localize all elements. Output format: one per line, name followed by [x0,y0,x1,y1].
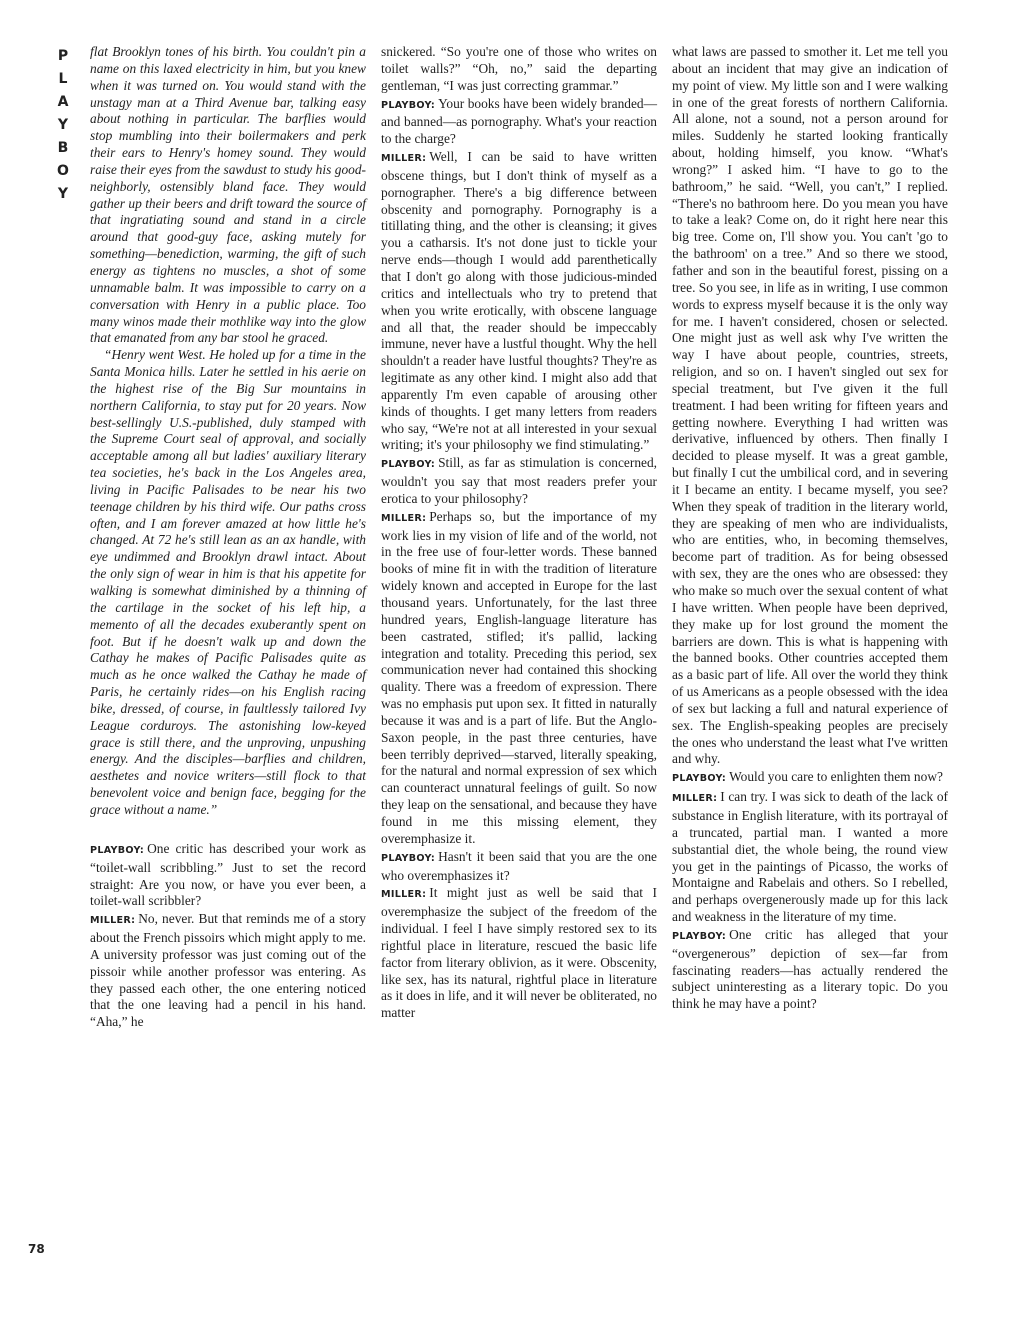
interview-paragraph [381,455,657,508]
column-2 [381,44,657,1023]
intro-text [90,44,366,819]
speaker-label: PLAYBOY: [381,459,436,471]
interview-qa [90,841,366,1031]
speaker-label: PLAYBOY: [672,930,727,942]
column-3 [672,44,948,1014]
interview-paragraph [381,509,657,848]
interview-paragraph [381,149,657,454]
speaker-label: MILLER: [90,915,136,927]
paragraph-text: Perhaps so, but the importance of my work lies in my vision of life and of the world, not in the free use of four-letter words. These banned books of mine fit in with the tradition of literature widely known and accepted in Europe for the last thousand years. Unfortunately, for the last three hundred years, English-language literature has been castrated, stifled; it's pallid, lacking integration and totality. Preceding this period, sex communication never had contained this shocking quality. There was a freedom of expression. There was no emphasis put upon sex. It fitted in naturally because it was and is a part of life. But the Anglo-Saxon people, in the past three centuries, have been terribly deprived—starved, literally speaking, for the natural and normal expression of sex which can counteract unnatural feelings of guilt. So now they leap on the sensational, and because they have found in me this missing element, they overemphasize it. [381,508,657,846]
vertical-playboy-logo [52,45,74,206]
interview-paragraph [672,769,948,788]
paragraph-text: I can try. I was sick to death of the lack of substance in English literature, with its portrayal of a truncated, partial man. I wanted a more substantial diet, the whole being, the round view you get in the paintings of Picasso, the works of Montaigne and Rabelais and others. So I rebelled, and perhaps overgenerously made up for this lack and weakness in the literature of my time. [672,789,948,925]
interview-paragraph [381,849,657,885]
speaker-label: MILLER: [672,793,718,805]
speaker-label: MILLER: [381,512,427,524]
interview-paragraph [672,44,948,768]
speaker-label: MILLER: [381,153,427,165]
paragraph-text: Your books have been widely branded—and banned—as pornography. What's your reaction to the charge? [381,95,657,147]
interview-qa [672,44,948,1013]
interview-paragraph [90,841,366,910]
speaker-label: PLAYBOY: [381,99,436,111]
interview-paragraph [90,911,366,1031]
logo-letter: Y [57,186,69,202]
intro-paragraph: “Henry went West. He holed up for a time in the Santa Monica hills. Later he settled in his aerie on the highest rise of the Big Sur mountains in northern California, to stay put for 20 years. Now best-sellingly U.S.-published, duly stamped with the Supreme Court seal of approval, and socially acceptable among all but ladies' auxiliary literary tea societies, he's back in the Los Angeles area, living in Pacific Palisades to be near his two teenage children by his third wife. Our paths cross often, and I am forever amazed at how little he's changed. At 72 he's still lean as an ax handle, with eye undimmed and Brooklyn drawl intact. About the only sign of wear in him is that his appetite for walking is somewhat diminished by a thinning of the cartilage in the socket of his left hip, a memento of all the decades exuberantly spent on foot. But if he doesn't walk up and down the Cathay he makes of Pacific Palisades quite as much as he once walked the Cathay he made of Paris, he certainly rides—on his English racing bike, dressed, of course, in faultlessly tailored Ivy League corduroys. The astonishing low-keyed grace is still there, and the unproving, unpushing energy. And the disciples—barflies and children, aesthetes and novice writers—still flock to that benevolent voice and benign face, begging for the grace without a name.” [90,347,366,817]
column-1 [90,44,366,1032]
interview-paragraph [381,44,657,95]
interview-paragraph [672,927,948,1013]
paragraph-text: One critic has described your work as “toilet-wall scribbling.” Just to set the record straight: Are you now, or have you ever been, a toilet-wall scribbler? [90,840,366,909]
speaker-label: PLAYBOY: [90,844,145,856]
paragraph-text: snickered. “So you're one of those who writes on toilet walls?” “Oh, no,” said the departing gentleman, “I was just correcting grammar.” [381,44,657,93]
paragraph-text: No, never. But that reminds me of a story about the French pissoirs which might apply to me. A university professor was just coming out of the pissoir while another professor was entering. As they passed each other, the one entering noticed that the one leaving had a pencil in his hand. “Aha,” he [90,911,366,1030]
logo-letter: A [57,94,69,110]
speaker-label: PLAYBOY: [672,773,727,785]
paragraph-text: One critic has alleged that your “overgenerous” depiction of sex—far from fascinating readers—has actually rendered the subject uninteresting as a literary topic. Do you think he may have a point? [672,926,948,1012]
speaker-label: MILLER: [381,889,427,901]
interview-paragraph [381,885,657,1022]
logo-letter: O [57,163,69,179]
logo-letter: Y [57,117,69,133]
interview-qa [381,44,657,1022]
section-gap [90,819,366,841]
paragraph-text: It might just as well be said that I overemphasize the subject of the freedom of the individual. I feel I have simply restored sex to its rightful place in literature, rescued the basic life factor from literary oblivion, as it were. Obscenity, like sex, has its natural, rightful place in literature as it does in life, and it will never be obliterated, no matter [381,885,657,1021]
interview-paragraph [672,789,948,926]
paragraph-text: Still, as far as stimulation is concerned, wouldn't you say that most readers prefer your erotica to your philosophy? [381,455,657,506]
paragraph-text: Well, I can be said to have written obscene things, but I don't think of myself as a pornographer. There's a big difference between obscenity and pornography. Pornography is a titillating thing, and the other is cleansing; it gives you a catharsis. It's not done just to tickle your nerve ends—though I would add parenthetically that I don't go along with those judicious-minded critics and intellectuals who try to pretend that when you write erotically, with obscene language and all that, the reader should be impeccably immune, never have a lustful thought. Why the hell shouldn't a reader have lustful thoughts? They're as legitimate as any other kind. I might also add that apparently I'm even capable of arousing other kinds of thoughts. I get many letters from readers who say, “We're not at all interested in your sexual writing; it's your philosophy we find stimulating.” [381,149,657,453]
logo-letter: B [57,140,69,156]
intro-paragraph: flat Brooklyn tones of his birth. You couldn't pin a name on this laxed electricity in him, but you knew when it was turned on. You would stand with the unstagy man at a Third Avenue bar, talking easy about nothing in particular. The barflies would stop mumbling into their boilermakers and perk their ears to Henry's homey sound. They would raise their eyes from the sawdust to study his good-neighborly, ostensibly bland face. They would gather up their beers and drift toward the source of that ingratiating sound and stand in a circle around that good-guy face, asking mutely for something—benediction, warming, the gift of such energy as tightens no muscles, a shot of some unnamable balm. It was impossible to carry on a conversation with Henry in a public place. Too many winos made their mothlike way into the glow that emanated from any bar stool he graced. [90,44,366,346]
paragraph-text: Hasn't it been said that you are the one who overemphasizes it? [381,848,657,883]
interview-paragraph [381,96,657,149]
logo-letter: L [58,71,68,87]
page-number: 78 [28,1242,45,1256]
paragraph-text: what laws are passed to smother it. Let me tell you about an incident that may give an indication of my point of view. My little son and I were walking in one of the great forests of northern California. All alone, not a sound, not a person around for miles. Suddenly he started looking frantically about, holding himself, you know. “What's wrong?” I asked him. “I have to go to the bathroom,” he said. “Well, you can't,” I replied. “There's no bathroom here. Do you mean you have to take a leak? Come on, do it right here near this big tree. Come on, I'll show you. You can't 'go to the bathroom' on a tree.” And so there we stood, father and son in the beautiful forest, pissing on a tree. So you see, in life as in writing, I use common words to express myself because it is the only way for me. I haven't considered, chosen or selected. One might just as well ask why I've written the way I have about people, countries, streets, religion, and so on. I haven't singled out sex for special treatment, but I've given it the full treatment. I had been writing for fifteen years and getting nowhere. Everything I had written was derivative, influenced by others. Then finally I decided to please myself. It was a great gamble, but finally I cut the umbilical cord, and in severing it I became an entity. I became myself, you see? When they speak of tradition in the literary world, they are speaking of men who are individualists, who are entities, who, in becoming themselves, become part of tradition. As for being obsessed with sex, they are the ones who are obsessed: they who make so much over the sexual content of what I have written. When people have been deprived, they make up for lost ground the moment the barriers are down. This is what is happening with the banned books. Other countries accepted them as a basic part of life. All over the world they think of us Americans as a people obsessed with the idea of sex but lacking a full and natural experience of sex. The English-speaking peoples are precisely the ones who understand the least what I've written and why. [672,44,948,767]
logo-letter: P [57,48,69,64]
paragraph-text: Would you care to enlighten them now? [729,769,943,785]
speaker-label: PLAYBOY: [381,852,436,864]
